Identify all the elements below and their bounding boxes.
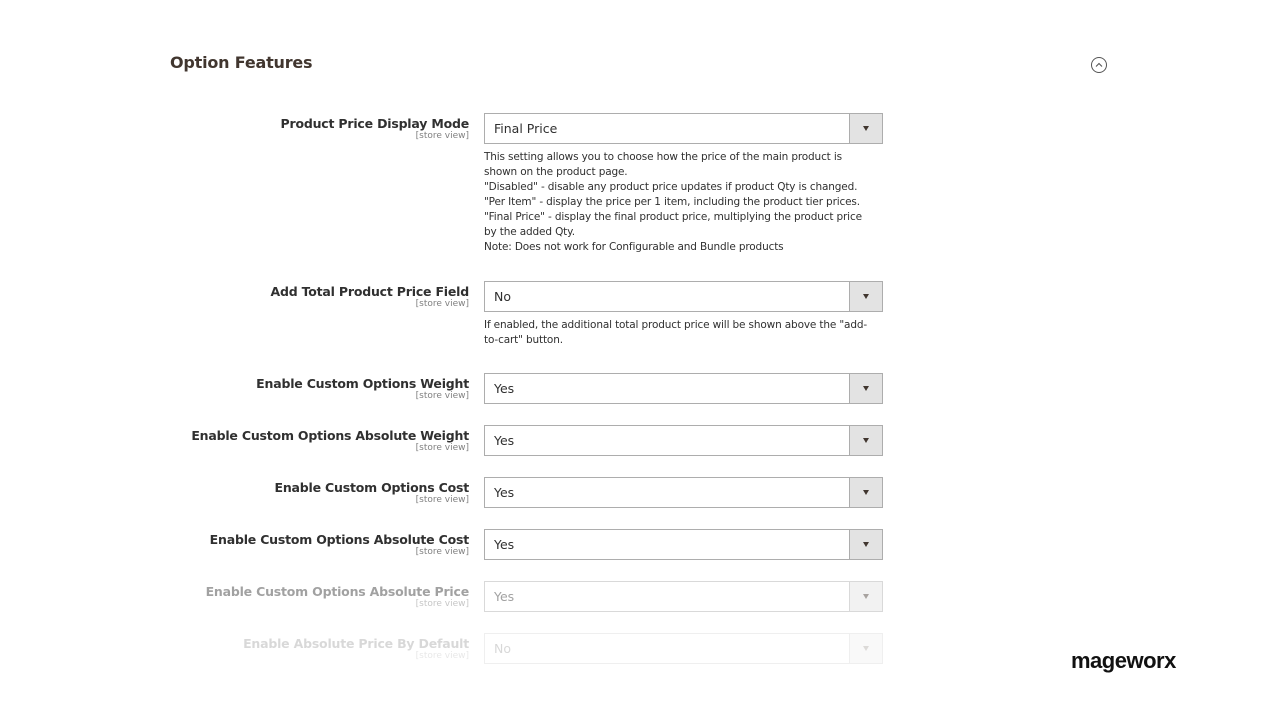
- select-value: Final Price: [494, 121, 558, 136]
- enable-custom-options-absolute-weight-select[interactable]: [484, 425, 883, 456]
- help-line: This setting allows you to choose how the price of the main product is: [484, 151, 842, 163]
- field-label-text: Enable Custom Options Cost: [274, 480, 469, 495]
- field-label: [206, 584, 469, 609]
- help-line: If enabled, the additional total product price will be shown above the "add-: [484, 319, 868, 331]
- help-line: Note: Does not work for Configurable and Bundle products: [484, 241, 784, 253]
- select-value: No: [494, 289, 511, 304]
- help-line: "Per Item" - display the price per 1 item, including the product tier prices.: [484, 196, 860, 208]
- help-line: shown on the product page.: [484, 166, 628, 178]
- field-scope: [store view]: [415, 299, 469, 309]
- dropdown-arrow-icon[interactable]: [849, 114, 882, 143]
- help-line: "Disabled" - disable any product price updates if product Qty is changed.: [484, 181, 858, 193]
- chevron-up-icon: [1095, 62, 1103, 68]
- field-scope: [store view]: [415, 391, 469, 401]
- field-label-text: Enable Custom Options Weight: [256, 376, 469, 391]
- field-label-text: Enable Custom Options Absolute Price: [205, 584, 469, 599]
- field-label: [191, 428, 469, 453]
- field-label-text: Enable Custom Options Absolute Cost: [209, 532, 469, 547]
- help-line: by the added Qty.: [484, 226, 575, 238]
- field-label-text: Enable Custom Options Absolute Weight: [191, 428, 469, 443]
- field-scope: [store view]: [415, 547, 469, 557]
- section-title: Option Features: [170, 53, 313, 72]
- dropdown-arrow-icon[interactable]: [849, 426, 882, 455]
- field-scope: [store view]: [415, 599, 469, 609]
- select-value: Yes: [494, 537, 515, 552]
- field-label: [281, 116, 469, 141]
- select-value: No: [494, 641, 511, 656]
- help-line: "Final Price" - display the final product price, multiplying the product price: [484, 211, 862, 223]
- field-label-text: Enable Absolute Price By Default: [243, 636, 469, 651]
- select-value: Yes: [494, 589, 515, 604]
- field-label-text: Product Price Display Mode: [280, 116, 469, 131]
- dropdown-arrow-icon[interactable]: [849, 282, 882, 311]
- collapse-section-button[interactable]: [1091, 57, 1107, 73]
- dropdown-arrow-icon[interactable]: [849, 634, 882, 663]
- field-scope: [store view]: [415, 651, 469, 661]
- field-scope: [store view]: [415, 131, 469, 141]
- enable-absolute-price-by-default-select[interactable]: [484, 633, 883, 664]
- mageworx-logo: mageworx: [1071, 648, 1176, 673]
- field-label: [243, 636, 469, 661]
- field-help-text: [484, 318, 884, 348]
- enable-custom-options-absolute-cost-select[interactable]: [484, 529, 883, 560]
- dropdown-arrow-icon[interactable]: [849, 478, 882, 507]
- field-label: [270, 284, 469, 309]
- field-label: [210, 532, 469, 557]
- field-scope: [store view]: [415, 495, 469, 505]
- field-label-text: Add Total Product Price Field: [270, 284, 469, 299]
- field-label: [275, 480, 469, 505]
- select-value: Yes: [494, 433, 515, 448]
- field-label: [256, 376, 469, 401]
- help-line: to-cart" button.: [484, 334, 563, 346]
- dropdown-arrow-icon[interactable]: [849, 530, 882, 559]
- dropdown-arrow-icon[interactable]: [849, 582, 882, 611]
- add-total-product-price-field-select[interactable]: [484, 281, 883, 312]
- select-value: Yes: [494, 381, 515, 396]
- dropdown-arrow-icon[interactable]: [849, 374, 882, 403]
- product-price-display-mode-select[interactable]: [484, 113, 883, 144]
- enable-custom-options-cost-select[interactable]: [484, 477, 883, 508]
- field-scope: [store view]: [415, 443, 469, 453]
- select-value: Yes: [494, 485, 515, 500]
- enable-custom-options-absolute-price-select[interactable]: [484, 581, 883, 612]
- enable-custom-options-weight-select[interactable]: [484, 373, 883, 404]
- field-help-text: [484, 150, 884, 255]
